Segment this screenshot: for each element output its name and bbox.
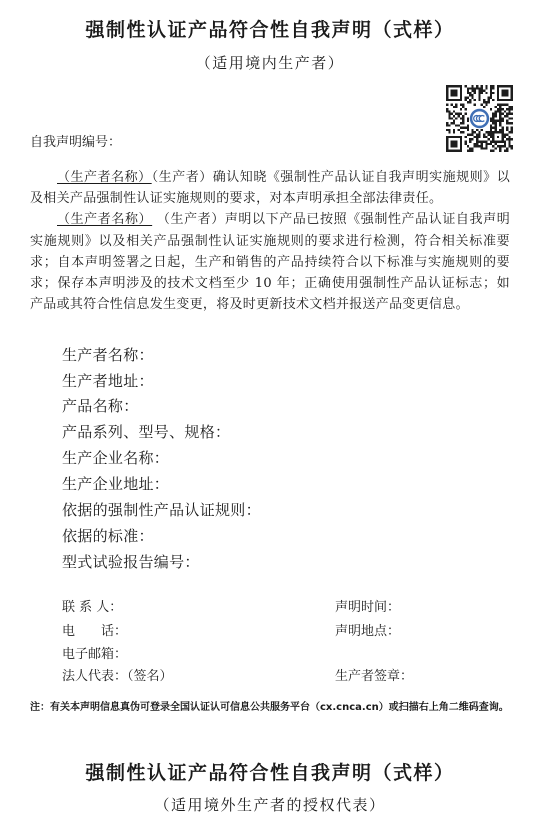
declaration-overseas-title: 强制性认证产品符合性自我声明（式样） — [85, 762, 455, 784]
field-product-series-model: 产品系列、型号、规格： — [62, 423, 231, 441]
signature-telephone: 电 话： — [62, 624, 128, 639]
signature-legal-representative: 法人代表：（签名） — [62, 669, 173, 684]
paragraph-2-line-1-text: （生产者）声明以下产品已按照《强制性产品认证自我声明 — [152, 212, 510, 227]
declaration-number-label: 自我声明编号： — [30, 135, 122, 150]
field-type-test-report-number: 型式试验报告编号： — [62, 553, 200, 571]
field-standards: 依据的标准： — [62, 527, 154, 545]
declaration-title: 强制性认证产品符合性自我声明（式样） — [85, 19, 455, 41]
field-manufacturer-name: 生产企业名称： — [62, 449, 170, 467]
paragraph-1-line-1 — [57, 169, 510, 187]
ccc-logo — [469, 108, 490, 129]
paragraph-2-line-5: 产品或其符合性信息发生变更，将及时更新技术文档并报送产品变更信息。 — [30, 297, 469, 312]
qr-code-icon — [446, 85, 513, 152]
paragraph-2-line-2: 实施规则》以及相关产品强制性认证实施规则的要求进行检测，符合相关标准要 — [30, 234, 510, 249]
signature-email: 电子邮箱： — [62, 647, 128, 662]
paragraph-1-line-2: 及相关产品强制性认证实施规则的要求，对本声明承担全部法律责任。 — [30, 191, 443, 206]
paragraph-2-line-4: 求；保存本声明涉及的技术文档至少 10 年；正确使用强制性产品认证标志；如 — [30, 276, 510, 291]
signature-declaration-date: 声明时间： — [335, 600, 401, 615]
verification-note: 注：有关本声明信息真伪可登录全国认证认可信息公共服务平台（cx.cnca.cn）或扫描右上角二维码查询。 — [30, 702, 509, 713]
producer-name-placeholder: （生产者名称） — [57, 212, 153, 227]
signature-producer-seal: 生产者签章： — [335, 669, 414, 684]
field-producer-address: 生产者地址： — [62, 372, 154, 390]
paragraph-2-line-3: 求；自本声明签署之日起，生产和销售的产品持续符合以下标准与实施规则的要 — [30, 255, 510, 270]
field-certification-rules: 依据的强制性产品认证规则： — [62, 501, 261, 519]
signature-declaration-place: 声明地点： — [335, 624, 401, 639]
paragraph-1-line-1-text: （生产者）确认知晓《强制性产品认证自我声明实施规则》以 — [151, 170, 510, 185]
field-product-name: 产品名称： — [62, 397, 139, 415]
signature-contact-person: 联 系 人： — [62, 600, 123, 615]
declaration-subtitle: （适用境内生产者） — [195, 54, 345, 72]
producer-name-placeholder: （生产者名称） — [57, 170, 152, 185]
field-producer-name: 生产者名称： — [62, 346, 154, 364]
field-manufacturer-address: 生产企业地址： — [62, 475, 170, 493]
paragraph-2-line-1 — [57, 211, 510, 229]
declaration-overseas-subtitle: （适用境外生产者的授权代表） — [154, 796, 386, 814]
